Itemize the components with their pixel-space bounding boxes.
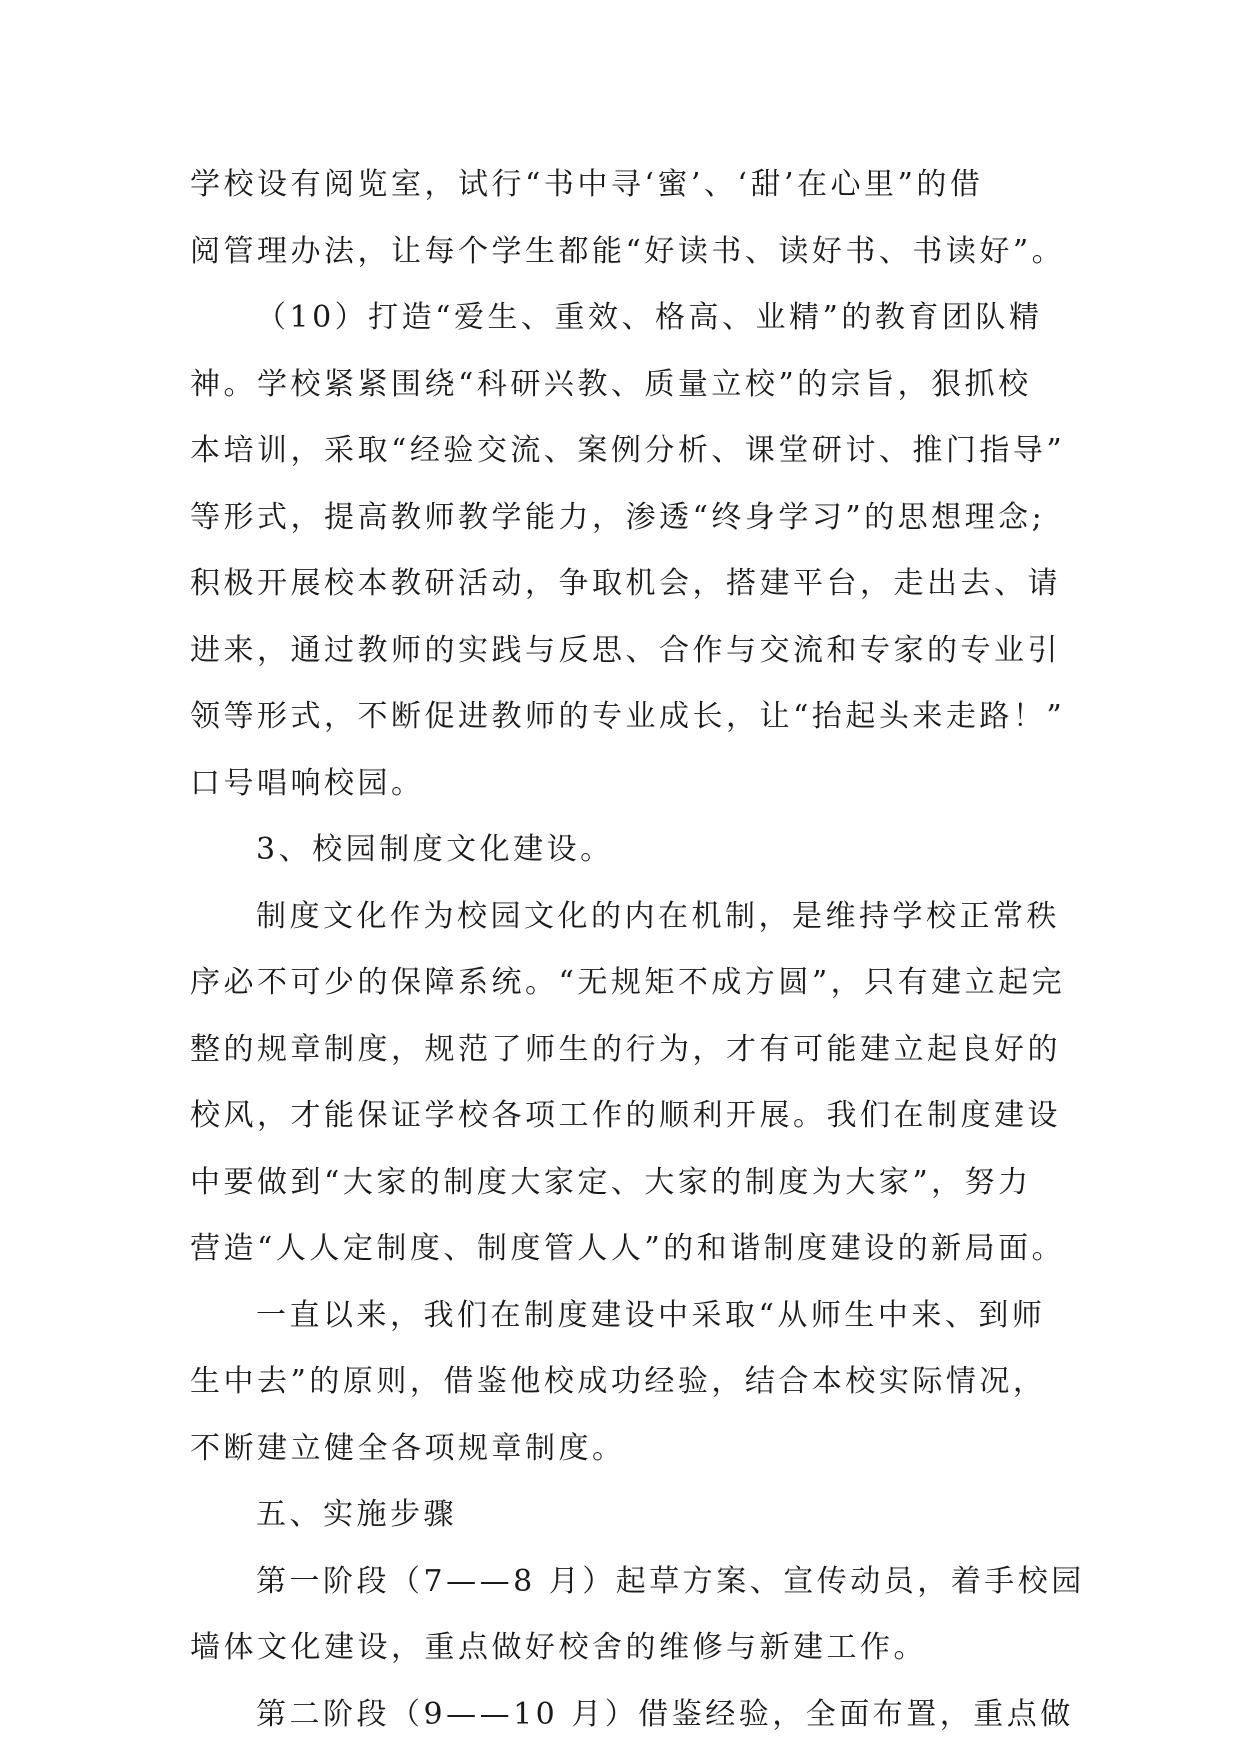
text-line: 等形式，提高教师教学能力，渗透“终身学习”的思想理念;: [190, 499, 1046, 535]
text-line: 制度文化作为校园文化的内在机制，是维持学校正常秩: [256, 898, 1060, 934]
section-heading: 五、实施步骤: [256, 1497, 457, 1532]
text-line: 校风，才能保证学校各项工作的顺利开展。我们在制度建设: [190, 1098, 1061, 1133]
text-line: 领等形式，不断促进教师的专业成长，让“抬起头来走路！”: [190, 699, 1066, 734]
document-body: [190, 152, 1085, 1748]
text-line: 中要做到“大家的制度大家定、大家的制度为大家”，努力: [190, 1164, 1032, 1200]
text-line: 序必不可少的保障系统。“无规矩不成方圆”，只有建立起完: [190, 965, 1066, 1000]
text-line: 进来，通过教师的实践与反思、合作与交流和专家的专业引: [190, 632, 1061, 668]
text-line: 一直以来，我们在制度建设中采取“从师生中来、到师: [256, 1297, 1046, 1333]
text-line: 神。学校紧紧围绕“科研兴教、质量立校”的宗旨，狠抓校: [190, 366, 1032, 402]
text-line: 第一阶段（7——8 月）起草方案、宣传动员，着手校园: [256, 1563, 1085, 1599]
section-heading: 3、校园制度文化建设。: [256, 832, 614, 867]
text-line: （10）打造“爱生、重效、格高、业精”的教育团队精: [256, 300, 1043, 335]
text-line: 整的规章制度，规范了师生的行为，才有可能建立起良好的: [190, 1031, 1061, 1067]
text-line: 积极开展校本教研活动，争取机会，搭建平台，走出去、请: [190, 566, 1061, 601]
text-line: 学校设有阅览室，试行“书中寻‘蜜’、‘甜’在心里”的借: [190, 167, 984, 202]
text-line: 营造“人人定制度、制度管人人”的和谐制度建设的新局面。: [190, 1231, 1066, 1266]
text-line: 墙体文化建设，重点做好校舍的维修与新建工作。: [190, 1630, 927, 1665]
text-line: 本培训，采取“经验交流、案例分析、课堂研讨、推门指导”: [190, 433, 1066, 468]
text-line: 不断建立健全各项规章制度。: [190, 1430, 626, 1466]
text-line: 第二阶段（9——10 月）借鉴经验，全面布置，重点做: [256, 1696, 1074, 1732]
text-line: 生中去”的原则，借鉴他校成功经验，结合本校实际情况，: [190, 1364, 1047, 1399]
text-line: 口号唱响校园。: [190, 765, 425, 801]
text-line: 阅管理办法，让每个学生都能“好读书、读好书、书读好”。: [190, 233, 1066, 269]
